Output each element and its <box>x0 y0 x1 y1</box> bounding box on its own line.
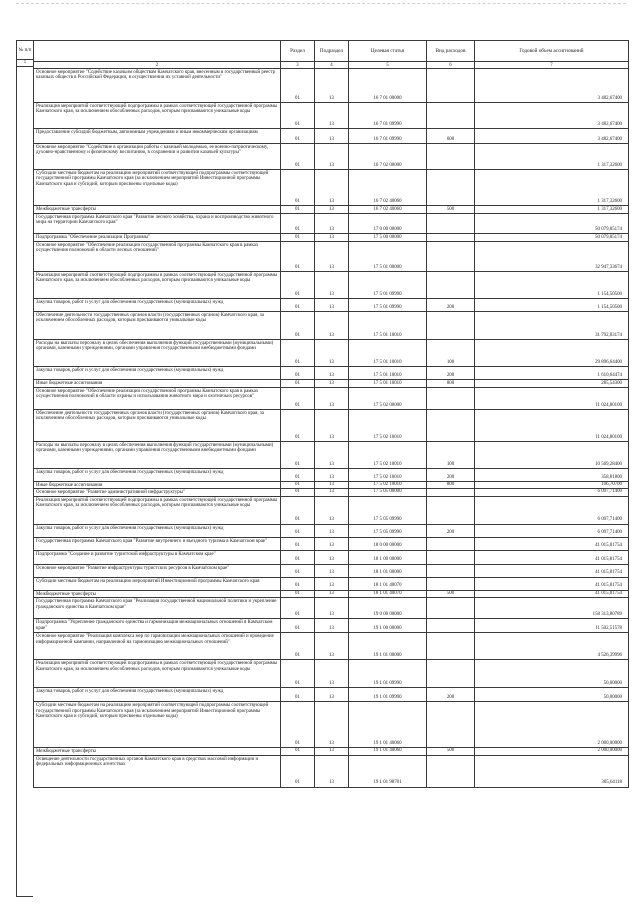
row-expense-type-cell: 800 <box>427 482 475 489</box>
row-name-cell: Реализация мероприятий соответствующей подпрограммы в рамках соответствующей государственной программы Камчатского края, за исключением обособленных расходов, которым присваиваются уникальные коды <box>34 496 281 524</box>
row-target-article-cell: 17 5 01 00000 <box>349 242 427 272</box>
row-expense-type-cell: 200 <box>427 299 475 312</box>
table-row <box>34 170 629 206</box>
header-cell-podrazdel: Подраздел <box>315 41 349 62</box>
row-podrazdel-cell: 13 <box>315 129 349 144</box>
table-row <box>34 214 629 234</box>
row-razdel-cell: 01 <box>281 619 315 633</box>
table-row <box>34 577 629 590</box>
row-podrazdel-cell: 13 <box>315 340 349 367</box>
table-row <box>34 660 629 688</box>
row-amount-cell: 11 024,80100 <box>475 388 629 410</box>
row-amount-cell: 32 947,33674 <box>475 242 629 272</box>
row-amount-cell: 3 482,67400 <box>475 103 629 129</box>
row-name-cell: Реализация мероприятий соответствующей подпрограммы в рамках соответствующей государственной программы Камчатского края, за исключением обособленных расходов, которым присваиваются уникальные коды <box>34 103 281 129</box>
row-podrazdel-cell: 13 <box>315 489 349 496</box>
row-name-cell: Расходы на выплаты персоналу в целях обеспечения выполнения функций государственными (муниципальными) органами, казенными учреждениями, органами управления государственными внебюджетными фондами <box>34 340 281 367</box>
row-name-cell: Основное мероприятие "Содействие в организации работы с казачьей молодежью, ее военно-патриотическому, духовно-нравственному и физическому воспитанию, в сохранении и развитии казачьей культуры" <box>34 144 281 170</box>
row-expense-type-cell <box>427 633 475 660</box>
row-razdel-cell: 01 <box>281 214 315 234</box>
row-podrazdel-cell: 13 <box>315 312 349 340</box>
row-podrazdel-cell: 13 <box>315 598 349 619</box>
row-podrazdel-cell: 13 <box>315 206 349 214</box>
row-target-article-cell: 18 0 00 00000 <box>349 537 427 550</box>
table-row <box>34 469 629 482</box>
row-expense-type-cell <box>427 537 475 550</box>
row-podrazdel-cell: 13 <box>315 633 349 660</box>
row-amount-cell: 4 526,39996 <box>475 633 629 660</box>
row-target-article-cell: 18 1 01 40070 <box>349 577 427 590</box>
row-expense-type-cell <box>427 214 475 234</box>
row-razdel-cell: 01 <box>281 688 315 702</box>
column-number-6: 6 <box>427 62 475 69</box>
row-amount-cell: 41 015,81754 <box>475 550 629 564</box>
row-target-article-cell: 16 7 01 09990 <box>349 103 427 129</box>
row-podrazdel-cell: 13 <box>315 388 349 410</box>
row-podrazdel-cell: 13 <box>315 410 349 442</box>
row-razdel-cell: 01 <box>281 550 315 564</box>
row-razdel-cell: 01 <box>281 367 315 380</box>
row-expense-type-cell <box>427 564 475 577</box>
row-expense-type-cell <box>427 619 475 633</box>
row-target-article-cell: 17 0 00 00000 <box>349 214 427 234</box>
row-name-cell: Закупка товаров, работ и услуг для обеспечения государственных (муниципальных) нужд <box>34 367 281 380</box>
row-expense-type-cell <box>427 103 475 129</box>
row-podrazdel-cell: 13 <box>315 367 349 380</box>
row-target-article-cell: 17 5 01 10010 <box>349 340 427 367</box>
row-expense-type-cell: 500 <box>427 206 475 214</box>
row-target-article-cell: 16 7 02 00000 <box>349 144 427 170</box>
row-amount-cell: 1 154,50500 <box>475 272 629 299</box>
header-cell-razdel: Раздел <box>281 41 315 62</box>
row-expense-type-cell <box>427 577 475 590</box>
row-amount-cell: 41 015,81754 <box>475 590 629 597</box>
row-name-cell: Обеспечение деятельности государственных органов власти (государственных органов) Камчатского края, за исключением обособленных расходов, которым присваиваются уникальные коды <box>34 312 281 340</box>
row-expense-type-cell <box>427 660 475 688</box>
row-podrazdel-cell: 13 <box>315 577 349 590</box>
row-razdel-cell: 01 <box>281 170 315 206</box>
row-razdel-cell: 01 <box>281 340 315 367</box>
row-amount-cell: 158 313,80789 <box>475 598 629 619</box>
row-razdel-cell: 01 <box>281 410 315 442</box>
table-row <box>34 564 629 577</box>
row-target-article-cell: 17 5 02 10010 <box>349 410 427 442</box>
row-podrazdel-cell: 13 <box>315 550 349 564</box>
row-podrazdel-cell: 13 <box>315 619 349 633</box>
column-numbers-row <box>34 62 629 69</box>
row-podrazdel-cell: 13 <box>315 214 349 234</box>
row-name-cell: Основное мероприятие "Развитие инфраструктуры туристских ресурсов в Камчатском крае" <box>34 564 281 577</box>
table-row <box>34 69 629 103</box>
row-amount-cell: 50 079,85174 <box>475 214 629 234</box>
row-expense-type-cell: 500 <box>427 590 475 597</box>
header-cell-annual-amount: Годовой объем ассигнований <box>475 41 629 62</box>
row-expense-type-cell: 200 <box>427 469 475 482</box>
row-name-cell: Реализация мероприятий соответствующей подпрограммы в рамках соответствующей государственной программы Камчатского края, за исключением обособленных расходов, которым присваиваются уникальные коды <box>34 272 281 299</box>
row-target-article-cell: 18 1 01 00000 <box>349 564 427 577</box>
row-podrazdel-cell: 13 <box>315 537 349 550</box>
row-razdel-cell: 01 <box>281 234 315 242</box>
row-expense-type-cell: 500 <box>427 748 475 755</box>
row-amount-cell: 41 015,81754 <box>475 577 629 590</box>
row-amount-cell: 3 482,67400 <box>475 69 629 103</box>
row-amount-cell: 285,54300 <box>475 380 629 388</box>
table-row <box>34 496 629 524</box>
row-razdel-cell: 01 <box>281 469 315 482</box>
table-row <box>34 129 629 144</box>
row-expense-type-cell: 200 <box>427 688 475 702</box>
row-target-article-cell: 19 0 00 00000 <box>349 598 427 619</box>
column-number-5: 5 <box>349 62 427 69</box>
row-name-cell: Подпрограмма "Обеспечение реализации Программы" <box>34 234 281 242</box>
row-amount-cell: 29 896,64400 <box>475 340 629 367</box>
row-target-article-cell: 17 5 05 00000 <box>349 489 427 496</box>
row-razdel-cell: 01 <box>281 748 315 755</box>
row-target-article-cell: 19 1 01 09990 <box>349 660 427 688</box>
row-podrazdel-cell: 13 <box>315 69 349 103</box>
row-target-article-cell: 17 5 01 09990 <box>349 299 427 312</box>
row-expense-type-cell <box>427 496 475 524</box>
row-podrazdel-cell: 13 <box>315 170 349 206</box>
row-razdel-cell: 01 <box>281 524 315 537</box>
row-amount-cell: 2 000,00000 <box>475 702 629 748</box>
row-amount-cell: 358,81800 <box>475 469 629 482</box>
row-razdel-cell: 01 <box>281 388 315 410</box>
row-target-article-cell: 19 1 01 40060 <box>349 748 427 755</box>
table-row <box>34 272 629 299</box>
row-razdel-cell: 01 <box>281 206 315 214</box>
row-name-cell: Основное мероприятие "Обеспечение реализации государственной программы Камчатского края в рамках осуществления полномочий в области охраны и использования животного мира и охотничьих ресурсов" <box>34 388 281 410</box>
row-name-cell: Основное мероприятие "Реализация комплекса мер по гармонизации межнациональных отношений и проведение информационной кампании, направленной на гармонизацию межнациональных отношений" <box>34 633 281 660</box>
row-expense-type-cell <box>427 170 475 206</box>
row-podrazdel-cell: 13 <box>315 660 349 688</box>
row-target-article-cell: 17 5 02 00000 <box>349 388 427 410</box>
table-row <box>34 590 629 597</box>
row-expense-type-cell: 100 <box>427 340 475 367</box>
row-name-cell: Государственная программа Камчатского края "Развитие лесного хозяйства, охрана и воспроизводство животного мира на территории Камчатского края" <box>34 214 281 234</box>
row-target-article-cell: 16 7 02 40060 <box>349 206 427 214</box>
row-amount-cell: 3 482,67400 <box>475 129 629 144</box>
row-podrazdel-cell: 13 <box>315 482 349 489</box>
row-expense-type-cell <box>427 489 475 496</box>
row-amount-cell: 1 154,50500 <box>475 299 629 312</box>
row-expense-type-cell <box>427 550 475 564</box>
row-target-article-cell: 19 1 01 09990 <box>349 688 427 702</box>
column-number-1: 1 <box>16 60 33 67</box>
table-row <box>34 482 629 489</box>
row-razdel-cell: 01 <box>281 598 315 619</box>
row-expense-type-cell <box>427 69 475 103</box>
row-target-article-cell: 17 5 05 09990 <box>349 524 427 537</box>
row-target-article-cell: 19 1 01 40060 <box>349 702 427 748</box>
row-podrazdel-cell: 13 <box>315 524 349 537</box>
header-cell-target-article: Целевая статья <box>349 41 427 62</box>
table-row <box>34 524 629 537</box>
row-razdel-cell: 01 <box>281 242 315 272</box>
row-razdel-cell: 01 <box>281 272 315 299</box>
row-amount-cell: 1 317,32600 <box>475 206 629 214</box>
table-row <box>34 388 629 410</box>
table-row <box>34 755 629 787</box>
row-name-cell: Подпрограмма "Укрепление гражданского единства и гармонизация межнациональных отношений в Камчатском крае" <box>34 619 281 633</box>
row-name-cell: Государственная программа Камчатского края "Развитие внутреннего и въездного туризма в Камчатском крае" <box>34 537 281 550</box>
row-expense-type-cell <box>427 388 475 410</box>
table-row <box>34 489 629 496</box>
row-podrazdel-cell: 13 <box>315 380 349 388</box>
row-razdel-cell: 01 <box>281 144 315 170</box>
row-name-cell: Обеспечение деятельности государственных органов власти (государственных органов) Камчатского края, за исключением обособленных расходов, которым присваиваются уникальные коды <box>34 410 281 442</box>
header-cell-number: № п/п <box>16 40 33 60</box>
table-row <box>34 312 629 340</box>
row-amount-cell: 6 097,71400 <box>475 489 629 496</box>
row-amount-cell: 31 792,83174 <box>475 312 629 340</box>
row-podrazdel-cell: 13 <box>315 272 349 299</box>
row-podrazdel-cell: 13 <box>315 299 349 312</box>
table-header-row <box>34 41 629 62</box>
table-row <box>34 367 629 380</box>
row-name-cell: Расходы на выплаты персоналу в целях обеспечения выполнения функций государственными (муниципальными) органами, казенными учреждениями, органами управления государственными внебюджетными фондами <box>34 442 281 469</box>
table-row <box>34 299 629 312</box>
row-razdel-cell: 01 <box>281 660 315 688</box>
table-row <box>34 103 629 129</box>
row-name-cell: Закупка товаров, работ и услуг для обеспечения государственных (муниципальных) нужд <box>34 688 281 702</box>
row-amount-cell: 50,00000 <box>475 660 629 688</box>
row-razdel-cell: 01 <box>281 633 315 660</box>
row-name-cell: Закупка товаров, работ и услуг для обеспечения государственных (муниципальных) нужд <box>34 469 281 482</box>
row-target-article-cell: 17 5 02 10010 <box>349 442 427 469</box>
row-razdel-cell: 01 <box>281 69 315 103</box>
row-razdel-cell: 01 <box>281 564 315 577</box>
row-name-cell: Иные бюджетные ассигнования <box>34 380 281 388</box>
row-razdel-cell: 01 <box>281 537 315 550</box>
budget-table <box>33 40 629 788</box>
row-target-article-cell: 19 1 00 00000 <box>349 619 427 633</box>
row-target-article-cell: 16 7 01 00000 <box>349 69 427 103</box>
table-row <box>34 619 629 633</box>
table-row <box>34 242 629 272</box>
row-target-article-cell: 17 5 05 09990 <box>349 496 427 524</box>
row-target-article-cell: 17 5 01 10010 <box>349 380 427 388</box>
table-row <box>34 234 629 242</box>
number-column <box>16 67 33 897</box>
column-number-7: 7 <box>475 62 629 69</box>
row-name-cell: Субсидии местным бюджетам на реализацию мероприятий соответствующей подпрограммы соответствующей государственной программы Камчатского края (за исключением мероприятий Инвестиционной программы Камчатского края и субсидий, которым присвоены отдельные коды) <box>34 170 281 206</box>
row-amount-cell: 11 024,80100 <box>475 410 629 442</box>
row-amount-cell: 2 000,00000 <box>475 748 629 755</box>
row-name-cell: Межбюджетные трансферты <box>34 748 281 755</box>
row-amount-cell: 1 610,64474 <box>475 367 629 380</box>
table-body <box>34 69 629 788</box>
table-row <box>34 144 629 170</box>
row-podrazdel-cell: 13 <box>315 590 349 597</box>
row-target-article-cell: 16 7 01 09990 <box>349 129 427 144</box>
row-target-article-cell: 16 7 02 40060 <box>349 170 427 206</box>
row-amount-cell: 106,70700 <box>475 482 629 489</box>
row-amount-cell: 50,00000 <box>475 688 629 702</box>
row-amount-cell: 50 079,85174 <box>475 234 629 242</box>
row-target-article-cell: 18 1 01 40070 <box>349 590 427 597</box>
row-expense-type-cell <box>427 272 475 299</box>
row-amount-cell: 10 569,28400 <box>475 442 629 469</box>
row-razdel-cell: 01 <box>281 496 315 524</box>
row-amount-cell: 6 097,71400 <box>475 496 629 524</box>
row-target-article-cell: 17 5 01 10010 <box>349 312 427 340</box>
table-row <box>34 380 629 388</box>
row-name-cell: Предоставление субсидий бюджетным, автономным учреждениям и иным некоммерческим организациям <box>34 129 281 144</box>
row-podrazdel-cell: 13 <box>315 442 349 469</box>
row-razdel-cell: 01 <box>281 482 315 489</box>
row-expense-type-cell: 200 <box>427 367 475 380</box>
row-razdel-cell: 01 <box>281 312 315 340</box>
row-name-cell: Основное мероприятие "Развитие административной инфраструктуры" <box>34 489 281 496</box>
row-razdel-cell: 01 <box>281 755 315 787</box>
row-amount-cell: 41 015,81754 <box>475 537 629 550</box>
row-name-cell: Субсидии местным бюджетам на реализацию мероприятий соответствующей подпрограммы соответствующей государственной программы Камчатского края (за исключением мероприятий Инвестиционной программы Камчатского края и субсидий, которым присвоены отдельные коды) <box>34 702 281 748</box>
row-expense-type-cell: 800 <box>427 380 475 388</box>
table-row <box>34 340 629 367</box>
row-expense-type-cell <box>427 144 475 170</box>
row-amount-cell: 305,64118 <box>475 755 629 787</box>
column-number-2: 2 <box>34 62 281 69</box>
row-razdel-cell: 01 <box>281 442 315 469</box>
row-razdel-cell: 01 <box>281 489 315 496</box>
row-podrazdel-cell: 13 <box>315 103 349 129</box>
row-podrazdel-cell: 13 <box>315 144 349 170</box>
table-row <box>34 598 629 619</box>
table-row <box>34 537 629 550</box>
row-target-article-cell: 17 5 01 09990 <box>349 272 427 299</box>
row-podrazdel-cell: 13 <box>315 564 349 577</box>
top-margin <box>16 3 626 26</box>
row-podrazdel-cell: 13 <box>315 469 349 482</box>
row-expense-type-cell <box>427 755 475 787</box>
row-razdel-cell: 01 <box>281 299 315 312</box>
row-name-cell: Основное мероприятие "Содействие казачьим обществам Камчатского края, внесенным в государственный реестр казачьих обществ в Российской Федерации, в осуществлении их уставной деятельности" <box>34 69 281 103</box>
row-expense-type-cell <box>427 598 475 619</box>
row-target-article-cell: 19 1 01 98701 <box>349 755 427 787</box>
row-name-cell: Реализация мероприятий соответствующей подпрограммы в рамках соответствующей государственной программы Камчатского края, за исключением обособленных расходов, которым присваиваются уникальные коды <box>34 660 281 688</box>
row-name-cell: Межбюджетные трансферты <box>34 590 281 597</box>
table-row <box>34 410 629 442</box>
row-podrazdel-cell: 13 <box>315 755 349 787</box>
row-name-cell: Государственная программа Камчатского края "Реализация государственной национальной политики и укрепление гражданского единства в Камчатском крае" <box>34 598 281 619</box>
row-name-cell: Субсидии местным бюджетам на реализацию мероприятий Инвестиционной программы Камчатского края <box>34 577 281 590</box>
row-name-cell: Иные бюджетные ассигнования <box>34 482 281 489</box>
column-number-3: 3 <box>281 62 315 69</box>
row-expense-type-cell: 100 <box>427 442 475 469</box>
row-target-article-cell: 17 5 02 10010 <box>349 469 427 482</box>
table-row <box>34 748 629 755</box>
row-target-article-cell: 19 1 01 00000 <box>349 633 427 660</box>
table-row <box>34 702 629 748</box>
row-target-article-cell: 17 5 00 00000 <box>349 234 427 242</box>
row-name-cell: Межбюджетные трансферты <box>34 206 281 214</box>
row-podrazdel-cell: 13 <box>315 748 349 755</box>
column-number-4: 4 <box>315 62 349 69</box>
row-podrazdel-cell: 13 <box>315 702 349 748</box>
row-amount-cell: 1 317,32600 <box>475 144 629 170</box>
header-cell-name <box>34 41 281 62</box>
row-podrazdel-cell: 13 <box>315 688 349 702</box>
row-amount-cell: 6 097,71400 <box>475 524 629 537</box>
row-razdel-cell: 01 <box>281 577 315 590</box>
row-expense-type-cell <box>427 312 475 340</box>
row-razdel-cell: 01 <box>281 129 315 144</box>
row-razdel-cell: 01 <box>281 103 315 129</box>
row-expense-type-cell <box>427 410 475 442</box>
row-expense-type-cell <box>427 234 475 242</box>
table-row <box>34 550 629 564</box>
row-amount-cell: 41 015,81754 <box>475 564 629 577</box>
row-podrazdel-cell: 13 <box>315 242 349 272</box>
row-expense-type-cell <box>427 702 475 748</box>
table-row <box>34 688 629 702</box>
row-expense-type-cell: 200 <box>427 524 475 537</box>
table-row <box>34 442 629 469</box>
row-expense-type-cell <box>427 242 475 272</box>
row-name-cell: Закупка товаров, работ и услуг для обеспечения государственных (муниципальных) нужд <box>34 524 281 537</box>
row-razdel-cell: 01 <box>281 702 315 748</box>
row-podrazdel-cell: 13 <box>315 496 349 524</box>
row-target-article-cell: 18 1 00 00000 <box>349 550 427 564</box>
row-razdel-cell: 01 <box>281 380 315 388</box>
table-row <box>34 206 629 214</box>
row-expense-type-cell: 600 <box>427 129 475 144</box>
row-name-cell: Закупка товаров, работ и услуг для обеспечения государственных (муниципальных) нужд <box>34 299 281 312</box>
row-target-article-cell: 17 5 02 10010 <box>349 482 427 489</box>
row-amount-cell: 1 317,32600 <box>475 170 629 206</box>
row-name-cell: Основное мероприятие "Обеспечение реализации государственной программы Камчатского края в рамках осуществления полномочий в области лесных отношений" <box>34 242 281 272</box>
row-amount-cell: 11 502,51578 <box>475 619 629 633</box>
row-podrazdel-cell: 13 <box>315 234 349 242</box>
header-cell-expense-type: Вид расходов <box>427 41 475 62</box>
row-razdel-cell: 01 <box>281 590 315 597</box>
row-name-cell: Подпрограмма "Создание и развитие туристской инфраструктуры в Камчатском крае" <box>34 550 281 564</box>
row-target-article-cell: 17 5 01 10010 <box>349 367 427 380</box>
row-name-cell: Освещение деятельности государственных органов Камчатского края в средствах массовой информации и федеральных информационных агентствах <box>34 755 281 787</box>
table-row <box>34 633 629 660</box>
